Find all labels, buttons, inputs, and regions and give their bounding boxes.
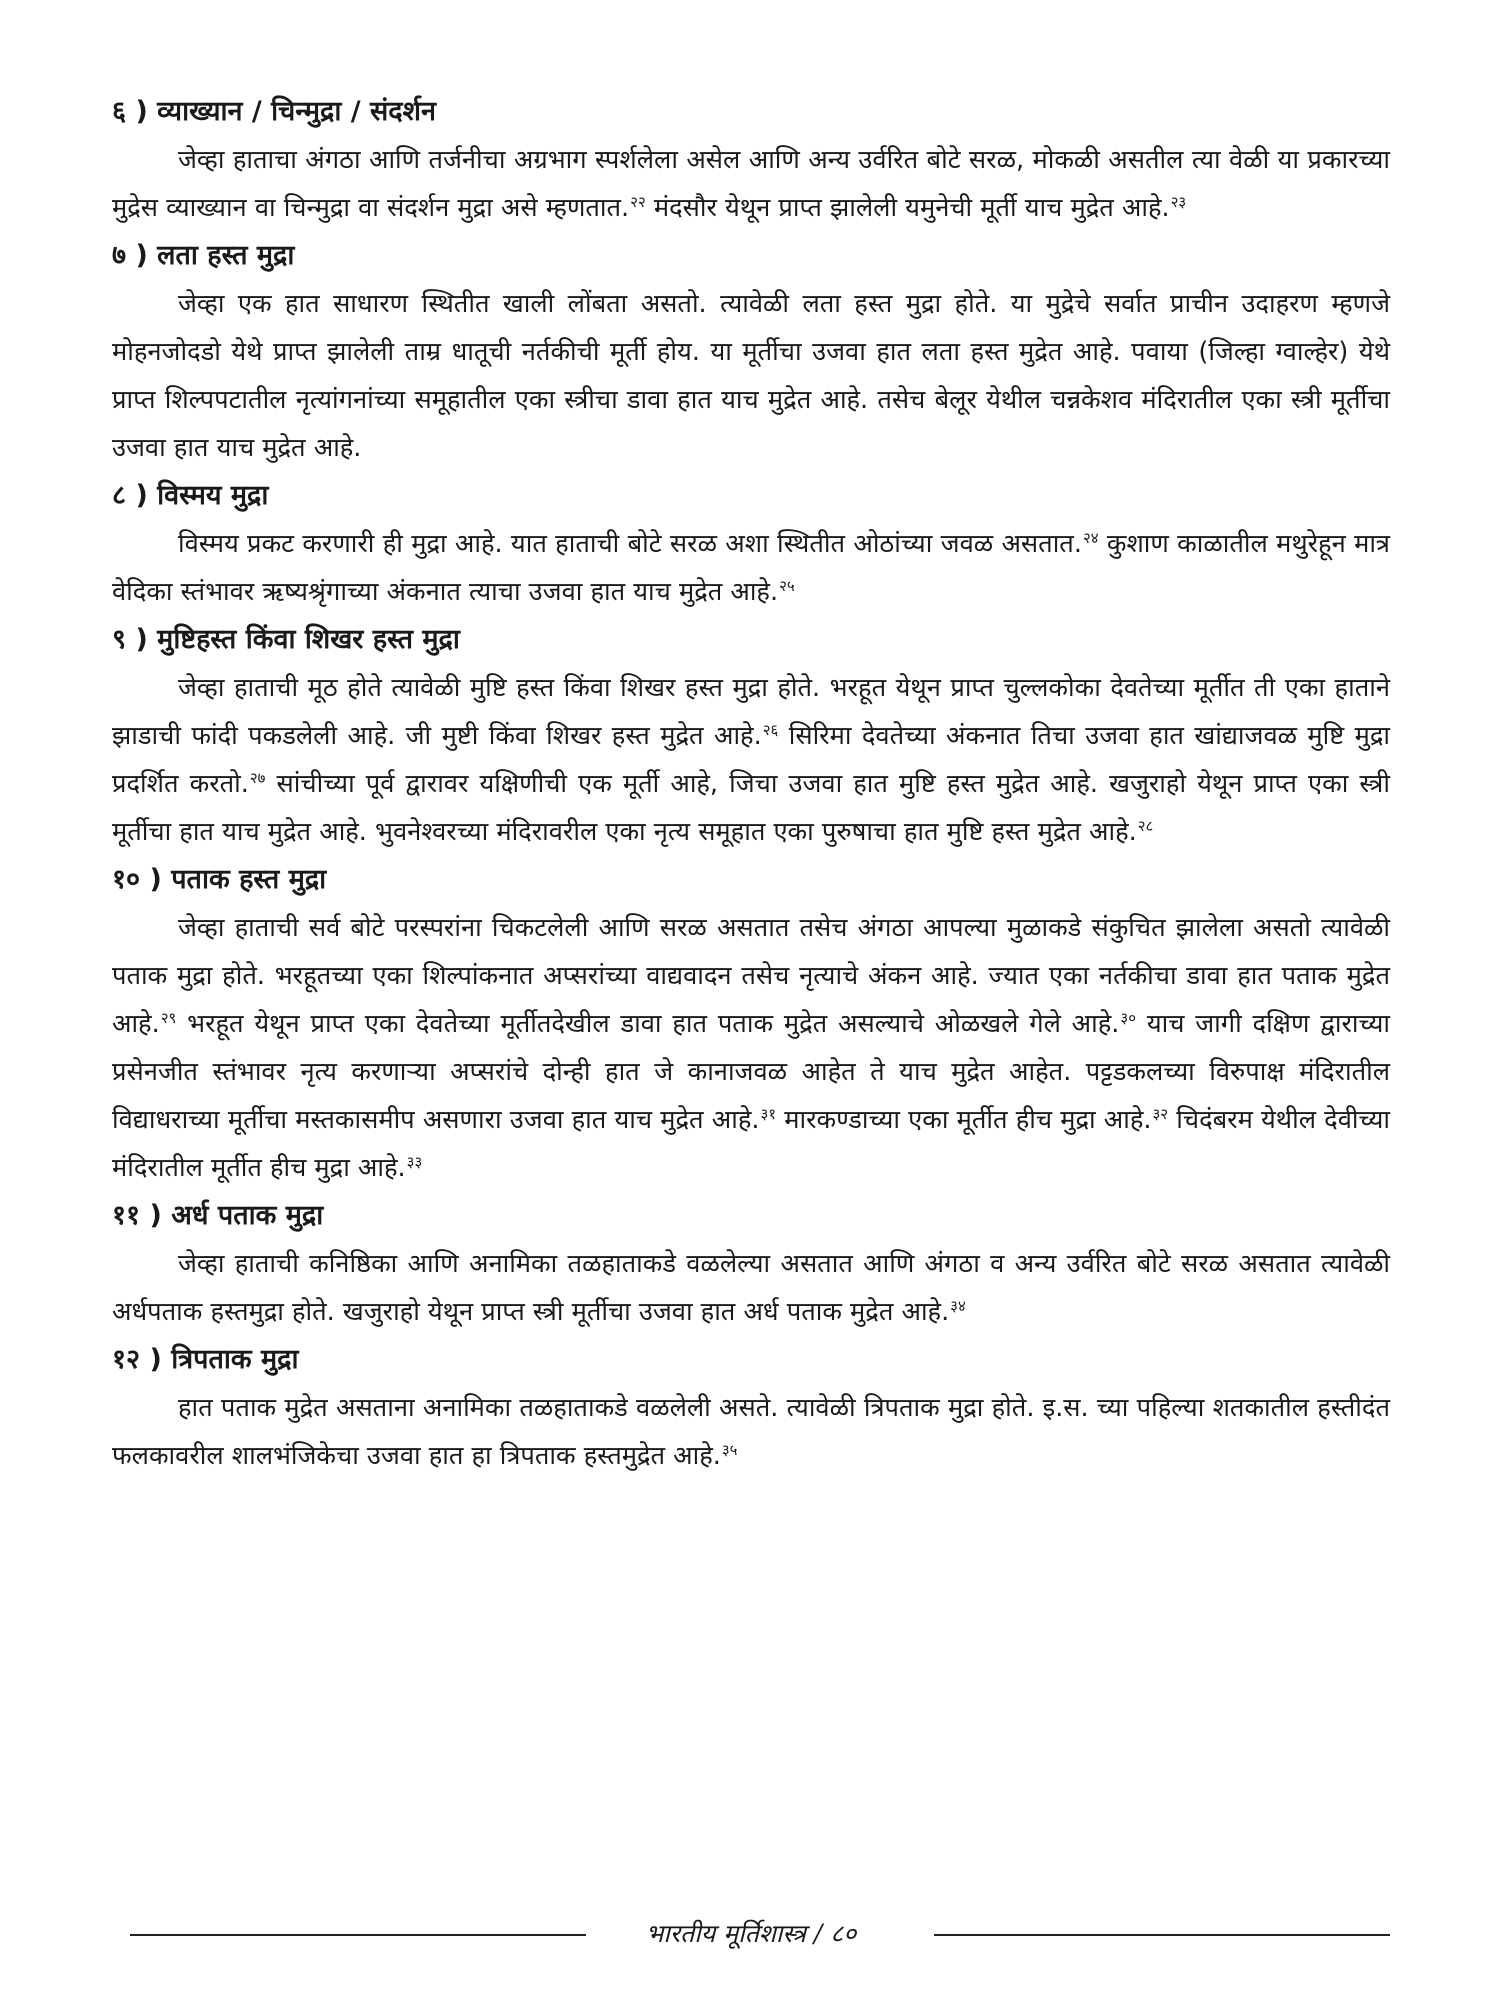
section-heading: ११ ) अर्ध पताक मुद्रा	[112, 1200, 324, 1231]
sentence: मंदसौर येथून प्राप्त झालेली यमुनेची मूर्ती याच मुद्रेत आहे.	[645, 193, 1170, 223]
section-heading: ७ ) लता हस्त मुद्रा	[112, 240, 295, 271]
section-paragraph	[112, 1240, 1390, 1336]
section-paragraph	[112, 904, 1390, 1192]
sentence: जेव्हा एक हात साधारण स्थितीत खाली लोंबता असतो. त्यावेळी लता हस्त मुद्रा होते. या मुद्रेचे सर्वात प्राचीन उदाहरण म्हणजे मोहनजोदडो येथे प्राप्त झालेली ताम्र धातूची नर्तकीची मूर्ती होय. या मूर्तीचा उजवा हात लता हस्त मुद्रेत आहे. पवाया (जिल्हा ग्वाल्हेर) येथे प्राप्त शिल्पपटातील नृत्यांगनांच्या समूहातील एका स्त्रीचा डावा हात याच मुद्रेत आहे. तसेच बेलूर येथील चन्नकेशव मंदिरातील एका स्त्री मूर्तीचा उजवा हात याच मुद्रेत आहे.	[112, 289, 1390, 463]
footnote-ref: ३५	[721, 1440, 738, 1459]
sentence: विस्मय प्रकट करणारी ही मुद्रा आहे. यात हाताची बोटे सरळ अशा स्थितीत ओठांच्या जवळ असतात.	[178, 529, 1082, 559]
sentence: सांचीच्या पूर्व द्वारावर यक्षिणीची एक मूर्ती आहे, जिचा उजवा हात मुष्टि हस्त मुद्रेत आहे. खजुराहो येथून प्राप्त एका स्त्री मूर्तीचा हात याच मुद्रेत आहे. भुवनेश्वरच्या मंदिरावरील एका नृत्य समूहात एका पुरुषाचा हात मुष्टि हस्त मुद्रेत आहे.	[112, 769, 1390, 847]
sentence: जेव्हा हाताचा अंगठा आणि तर्जनीचा अग्रभाग स्पर्शलेला असेल आणि अन्य उर्वरित बोटे सरळ, मोकळी असतील त्या वेळी या प्रकारच्या मुद्रेस व्याख्यान वा चिन्मुद्रा वा संदर्शन मुद्रा असे म्हणतात.	[112, 145, 1390, 223]
section-paragraph	[112, 280, 1390, 472]
section-heading: १० ) पताक हस्त मुद्रा	[112, 864, 327, 895]
footnote-ref: २७	[249, 768, 266, 787]
sentence: याच जागी दक्षिण द्वाराच्या प्रसेनजीत स्तंभावर नृत्य करणाऱ्या अप्सरांचे दोन्ही हात जे कानाजवळ आहेत ते याच मुद्रेत आहेत. पट्टडकलच्या विरुपाक्ष मंदिरातील विद्याधराच्या मूर्तीचा मस्तकासमीप असणारा उजवा हात याच मुद्रेत आहे.	[112, 1009, 1391, 1135]
footnote-ref: २५	[779, 576, 795, 595]
section-ardha-pataka-mudra	[112, 1192, 1390, 1336]
section-paragraph	[112, 520, 1390, 616]
section-lata-hasta-mudra	[112, 232, 1390, 472]
footnote-ref: ३२	[1152, 1104, 1169, 1123]
sentence: कुशाण काळातील मथुरेहून मात्र वेदिका स्तंभावर ऋष्यश्रृंगाच्या अंकनात त्याचा उजवा हात याच मुद्रेत आहे.	[112, 529, 1390, 607]
footnote-ref: २३	[1170, 192, 1187, 211]
footnote-ref: २६	[762, 720, 779, 739]
footnote-ref: ३३	[406, 1152, 423, 1171]
section-heading: ९ ) मुष्टिहस्त किंवा शिखर हस्त मुद्रा	[112, 624, 460, 655]
sentence: मारकण्डाच्या एका मूर्तीत हीच मुद्रा आहे.	[776, 1105, 1152, 1135]
footer-rule-right	[934, 1934, 1390, 1936]
sentence: भरहूत येथून प्राप्त एका देवतेच्या मूर्तीतदेखील डावा हात पताक मुद्रेत असल्याचे ओळखले गेले आहे.	[176, 1009, 1120, 1039]
sentence: सिरिमा देवतेच्या अंकनात तिचा उजवा हात खांद्याजवळ मुष्टि मुद्रा प्रदर्शित करतो.	[112, 721, 1390, 799]
sentence: जेव्हा हाताची कनिष्ठिका आणि अनामिका तळहाताकडे वळलेल्या असतात आणि अंगठा व अन्य उर्वरित बोटे सरळ असतात त्यावेळी अर्धपताक हस्तमुद्रा होते. खजुराहो येथून प्राप्त स्त्री मूर्तीचा उजवा हात अर्ध पताक मुद्रेत आहे.	[112, 1249, 1390, 1327]
section-heading: ८ ) विस्मय मुद्रा	[112, 480, 269, 511]
footnote-ref: २८	[1137, 816, 1154, 835]
section-heading: ६ ) व्याख्यान / चिन्मुद्रा / संदर्शन	[112, 96, 436, 127]
section-vismay-mudra	[112, 472, 1390, 616]
section-paragraph	[112, 1384, 1390, 1480]
sentence: जेव्हा हाताची सर्व बोटे परस्परांना चिकटलेली आणि सरळ असतात तसेच अंगठा आपल्या मुळाकडे संकुचित झालेला असतो त्यावेळी पताक मुद्रा होते. भरहूतच्या एका शिल्पांकनात अप्सरांच्या वाद्यवादन तसेच नृत्याचे अंकन आहे. ज्यात एका नर्तकीचा डावा हात पताक मुद्रेत आहे.	[112, 913, 1390, 1039]
footnote-ref: ३०	[1120, 1008, 1136, 1027]
section-paragraph	[112, 664, 1390, 856]
sentence: हात पताक मुद्रेत असताना अनामिका तळहाताकडे वळलेली असते. त्यावेळी त्रिपताक मुद्रा होते. इ.स. च्या पहिल्या शतकातील हस्तीदंत फलकावरील शालभंजिकेचा उजवा हात हा त्रिपताक हस्तमुद्रेत आहे.	[112, 1393, 1390, 1471]
footnote-ref: २२	[630, 192, 646, 211]
sentence: जेव्हा हाताची मूठ होते त्यावेळी मुष्टि हस्त किंवा शिखर हस्त मुद्रा होते. भरहूत येथून प्राप्त चुल्लकोका देवतेच्या मूर्तीत ती एका हाताने झाडाची फांदी पकडलेली आहे. जी मुष्टी किंवा शिखर हस्त मुद्रेत आहे.	[112, 673, 1390, 751]
footer-book-title-page-number: भारतीय मूर्तिशास्त्र / ८०	[645, 1919, 857, 1948]
section-tripataka-mudra	[112, 1336, 1390, 1480]
page-body	[112, 88, 1390, 1480]
footnote-ref: ३४	[950, 1296, 966, 1315]
section-heading: १२ ) त्रिपताक मुद्रा	[112, 1344, 299, 1375]
footnote-ref: २९	[160, 1008, 177, 1027]
footnote-ref: ३१	[760, 1104, 777, 1123]
section-paragraph	[112, 136, 1390, 232]
sentence: चिदंबरम येथील देवीच्या मंदिरातील मूर्तीत हीच मुद्रा आहे.	[112, 1105, 1390, 1183]
section-vyakhyan-mudra	[112, 88, 1390, 232]
footnote-ref: २४	[1082, 528, 1099, 547]
page-footer	[112, 1914, 1390, 1954]
section-mushti-hasta-mudra	[112, 616, 1390, 856]
section-pataka-hasta-mudra	[112, 856, 1390, 1192]
